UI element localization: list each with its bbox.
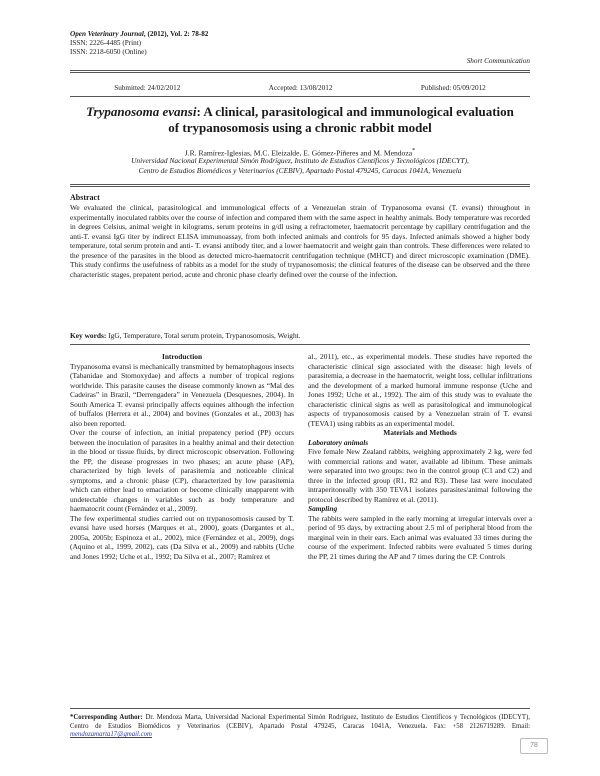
article-type: Short Communication <box>466 57 530 65</box>
author-email-link[interactable]: mendozamarta17@gmail.com <box>70 731 152 738</box>
intro-paragraph-1: Trypanosoma evansi is mechanically transmitted by hematophagous insects (Tabanidae and Stomoxydae) and affects a number of tropical regions worldwide. This parasite causes the disease commonly known as “Mal des Cadeiras” in Brazil, “Derrengadera” in Venezuela (Desquesnes, 2004). In South America T. evansi principally affects equines although the infection of buffalos (Herrera et al., 2004) and bovines (Gonzales et al., 2003) has also been reported. <box>70 361 294 428</box>
sampling-subheading: Sampling <box>308 504 338 513</box>
introduction-heading: Introduction <box>161 352 203 361</box>
header-rule <box>70 70 530 71</box>
affiliation <box>70 156 530 176</box>
accepted-date: Accepted: 13/08/2012 <box>268 84 333 92</box>
submitted-date: Submitted: 24/02/2012 <box>114 84 181 92</box>
dates-rule <box>70 96 530 97</box>
header-rule-2 <box>70 72 530 73</box>
abstract-heading: Abstract <box>70 193 100 202</box>
title-line-1 <box>70 104 530 120</box>
published-date: Published: 05/09/2012 <box>420 84 486 92</box>
affiliation-line-1: Universidad Nacional Experimental Simón Rodríguez, Instituto de Estudios Científicos y Tecnológicos (IDECYT), <box>131 156 469 165</box>
footnote-label: *Corresponding Author: <box>70 714 143 721</box>
intro-paragraph-4: al., 2011), etc., as experimental models. These studies have reported the characteristic clinical sign associated with the disease: high levels of parasitemia, a decrease in the haematocrit, weight loss, cellular infiltrations and the development of a marked humoral immune response (Uche and Jones 1992; Uche et al., 1992). The aim of this study was to evaluate the characteristic clinical signs as well as parasitological and immunological aspects of trypanosomosis caused by a Venezuelan strain of T. evansi (TEVA1) using rabbits as an experimental model. <box>308 352 532 428</box>
page-number: 78 <box>520 738 548 754</box>
lab-animals-subheading: Laboratory animals <box>308 437 369 447</box>
journal-citation <box>70 30 208 39</box>
corresponding-author-footnote <box>70 714 530 740</box>
title-rest: : A clinical, parasitological and immunological evaluation <box>196 104 514 119</box>
sampling-paragraph: The rabbits were sampled in the early morning at irregular intervals over a period of 95 days, by extracting about 2.5 ml of peripheral blood from the marginal vein in their ears. Each animal was evaluated 33 times during the course of the experiment. Infected rabbits were evaluated 5 times during the PP, 21 times during the AP and 7 times during the CP. Controls <box>308 513 532 561</box>
keywords-text: IgG, Temperature, Total serum protein, Trypanosomosis, Weight. <box>106 331 301 340</box>
journal-meta: , (2012), Vol. 2: 78-82 <box>143 30 209 38</box>
keywords-label: Key words: <box>70 331 107 340</box>
affiliation-rule <box>70 184 530 185</box>
abstract-text: We evaluated the clinical, parasitological and immunological effects of a Venezuelan strain of Trypanosoma evansi (T. evansi) throughout in experimentally inoculated rabbits over the course of infection and compared them with the same aspect in healthy animals. Body temperature was recorded in degrees Celsius, animal weight in kilograms, serum proteins in g/dl using a refractometer, haematocrit percentage by capillary centrifugation and the anti-T. evansi IgG titer by indirect ELISA immunoassay, from both infected animals and controls for 95 days. Infected animals showed a higher body temperature, total serum protein and anti- T. evansi antibody titer, and a lower haematocrit and weight gain than controls. These differences were related to the presence of the parasites in the blood as detected micro-haematocrit centrifugation technique (MHCT) and direct microscopic examination (DME). This study confirms the usefulness of rabbits as a model for the study of trypanosomosis; the clinical features of the disease can be observed and the three characteristic stages, prepatent period, acute and chronic phase clearly defined over the course of the infection. <box>70 203 530 279</box>
journal-name: Open Veterinary Journal <box>70 30 144 38</box>
lab-animals-paragraph: Five female New Zealand rabbits, weighing approximately 2 kg, were fed with commercial rations and water, available ad libitum. These animals were separated into two groups: two in the control group (C1 and C2) and three in the infected group (R1, R2 and R3). These last were inoculated intraperitoneally with 350 TEVA1 isolates parasites/animal following the protocol described by Ramírez et al. (2011). <box>308 447 532 504</box>
corresponding-mark: * <box>412 147 416 154</box>
affiliation-line-2: Centro de Estudios Biomédicos y Veterinarios (CEBIV), Apartado Postal 479245, Caracas 1041A, Venezuela <box>138 166 462 175</box>
authors-text: J.R. Ramírez-Iglesias, M.C. Eleizalde, E. Gómez-Piñeres and M. Mendoza <box>184 148 413 158</box>
methods-heading: Materials and Methods <box>383 428 457 437</box>
footnote-rule <box>70 708 530 709</box>
title-line-2: of trypanosomosis using a chronic rabbit model <box>168 120 432 135</box>
title-species: Trypanosoma evansi <box>86 104 197 119</box>
keywords <box>70 331 530 341</box>
issn-online: ISSN: 2218-6050 (Online) <box>70 48 147 56</box>
intro-paragraph-2: Over the course of infection, an initial prepatency period (PP) occurs between the inoculation of parasites in a healthy animal and their detection in the blood or tissue fluids, by direct microscopic observation. Following the PP, the disease progresses in two phases; an acute phase (AP), characterized by high levels of parasitemia and noticeable clinical symptoms, and a chronic phase (CP), characterized by low parasitemia which can either lead to emaciation or become clinically unapparent with undetectable changes in variables such as body temperature and haematocrit count (Fernández et al., 2009). <box>70 428 294 513</box>
affiliation-rule-2 <box>70 186 530 187</box>
paper-title <box>70 104 530 136</box>
journal-header <box>70 30 208 57</box>
abstract-rule <box>70 344 530 345</box>
right-column <box>308 352 532 561</box>
article-dates <box>70 84 530 92</box>
intro-paragraph-3: The few experimental studies carried out on trypanosomosis caused by T. evansi have used horses (Marques et al., 2000), goats (Dargantes et al., 2005a, 2005b; Espinoza et al., 2002), mice (Fernández et al., 2009), dogs (Aquino et al., 1999, 2002), cats (Da Silva et al., 2009) and rabbits (Uche and Jones 1992; Uche et al., 1992; Da Silva et al., 2007; Ramírez et <box>70 513 294 561</box>
issn-print: ISSN: 2226-4485 (Print) <box>70 39 142 47</box>
left-column <box>70 352 294 561</box>
footnote-text: Dr. Mendoza Marta, Universidad Nacional Experimental Simón Rodríguez, Instituto de Estudios Científicos y Tecnológicos (IDECYT), Centro de Estudios Biomédicos y Veterinarios (CEBIV), Apartado Postal 479245, Caracas 1041A, Venezuela. Fax: +58 2126719289. Email: <box>70 714 530 730</box>
